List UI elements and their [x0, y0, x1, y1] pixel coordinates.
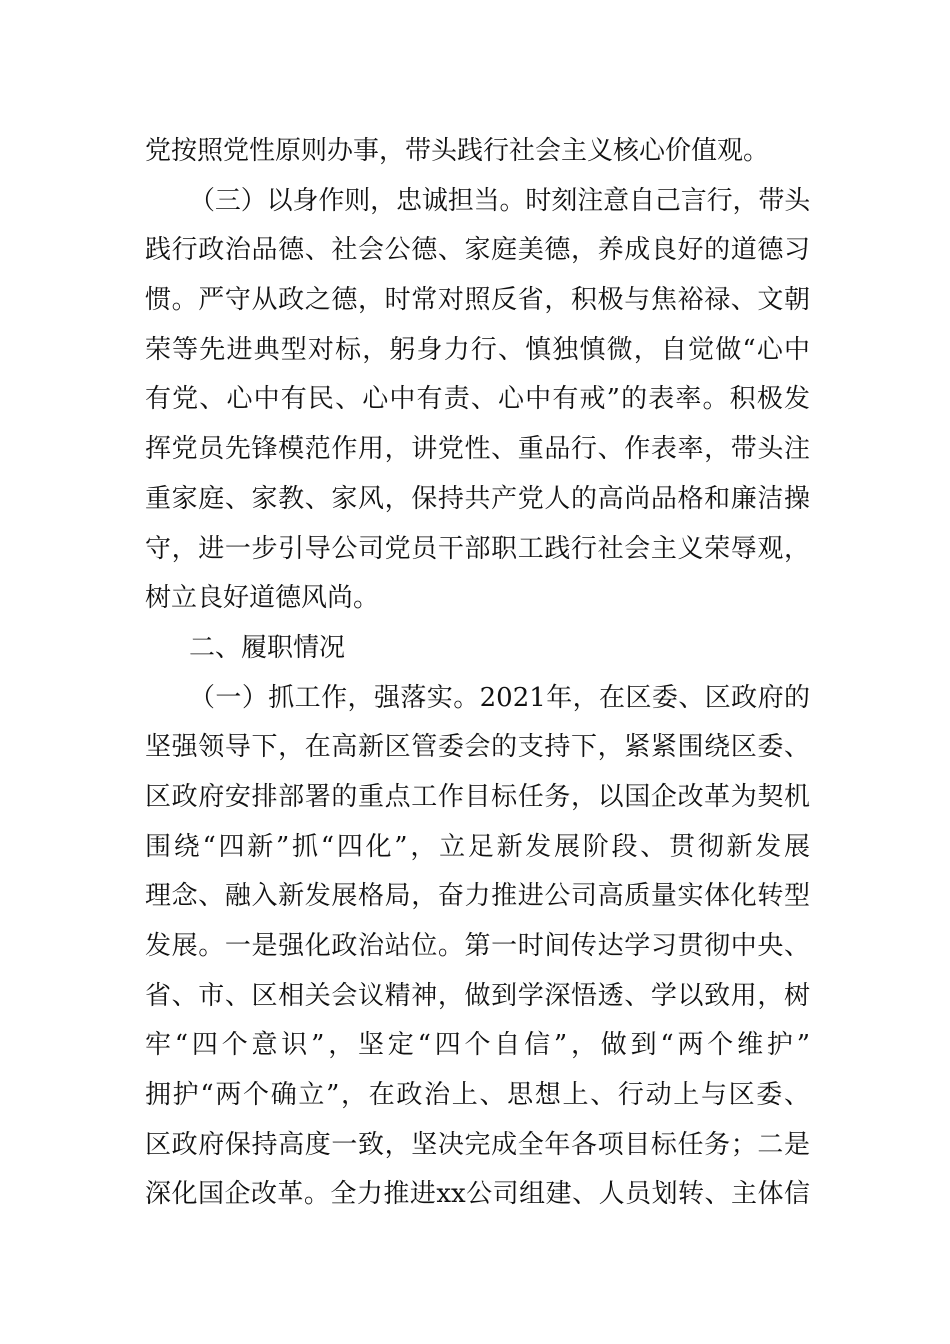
text-line: 深化国企改革。全力推进xx公司组建、人员划转、主体信: [145, 1179, 810, 1210]
text-line: 惯。严守从政之德，时常对照反省，积极与焦裕禄、文朝: [145, 285, 810, 316]
text-line: 践行政治品德、社会公德、家庭美德，养成良好的道德习: [145, 235, 810, 266]
text-line: 树立良好道德风尚。: [145, 583, 380, 614]
text-line: 有党、心中有民、心中有责、心中有戒”的表率。积极发: [145, 384, 810, 415]
text-line: 省、市、区相关会议精神，做到学深悟透、学以致用，树: [145, 980, 810, 1011]
text-line: 坚强领导下，在高新区管委会的支持下，紧紧围绕区委、: [145, 732, 810, 763]
text-line: 荣等先进典型对标，躬身力行、慎独慎微，自觉做“心中: [145, 334, 810, 365]
text-line: 拥护“两个确立”，在政治上、思想上、行动上与区委、: [145, 1080, 810, 1111]
text-line: 发展。一是强化政治站位。第一时间传达学习贯彻中央、: [145, 931, 810, 961]
paragraph-first-line: （三）以身作则，忠诚担当。时刻注意自己言行，带头: [189, 185, 810, 216]
text-line: 重家庭、家教、家风，保持共产党人的高尚品格和廉洁操: [145, 483, 810, 514]
document-body: [145, 127, 810, 1220]
text-line: 守，进一步引导公司党员干部职工践行社会主义荣辱观，: [145, 533, 810, 564]
text-line: 围绕“四新”抓“四化”，立足新发展阶段、贯彻新发展: [145, 831, 810, 862]
section-heading: 二、履职情况: [189, 632, 346, 663]
text-line: 理念、融入新发展格局，奋力推进公司高质量实体化转型: [145, 881, 810, 912]
text-line: 区政府安排部署的重点工作目标任务，以国企改革为契机: [145, 781, 810, 812]
paragraph-first-line: （一）抓工作，强落实。2021年，在区委、区政府的: [189, 682, 810, 713]
text-line: 区政府保持高度一致，坚决完成全年各项目标任务；二是: [145, 1129, 810, 1160]
text-line: 牢“四个意识”，坚定“四个自信”，做到“两个维护”: [145, 1030, 810, 1061]
text-line: 挥党员先锋模范作用，讲党性、重品行、作表率，带头注: [145, 434, 810, 465]
text-line: 党按照党性原则办事，带头践行社会主义核心价值观。: [145, 136, 770, 166]
